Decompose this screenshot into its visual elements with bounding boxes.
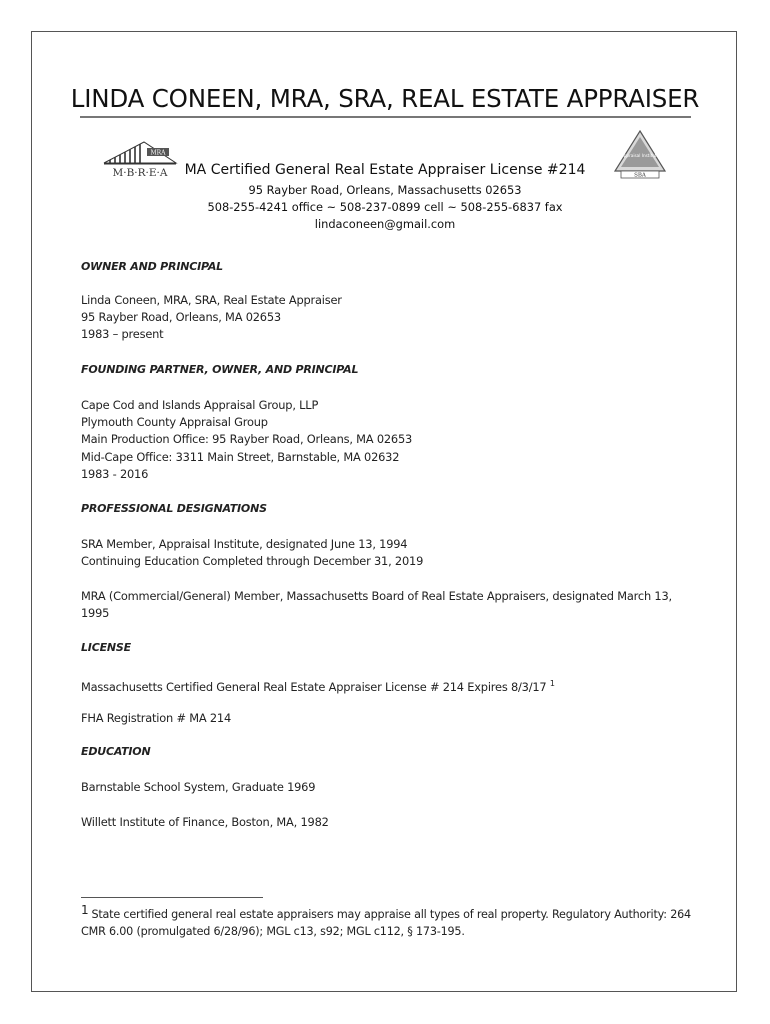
sra-block [81,536,423,570]
designation-line: Continuing Education Completed through December 31, 2019 [81,554,424,569]
founding-line: Main Production Office: 95 Rayber Road, Orleans, MA 02653 [81,432,413,447]
designation-line: 1995 [81,606,110,621]
fha-line: FHA Registration # MA 214 [81,711,231,725]
title-divider [80,116,691,118]
address-line: 95 Rayber Road, Orleans, Massachusetts 02653 [248,183,522,197]
footnote-reference[interactable]: 1 [549,679,555,688]
founding-line: Plymouth County Appraisal Group [81,415,268,430]
education-item: Barnstable School System, Graduate 1969 [81,780,316,794]
footnote-text: State certified general real estate appraisers may appraise all types of real property. Regulatory Authority: 264 CMR 6.00 (promulgated 6/28/96); MGL c13, s92; MGL c112, § 173-195. [81,908,691,938]
mbrea-badge-text: MRA [150,149,166,157]
appraisal-institute-logo-text: Appraisal Institute [620,153,660,158]
founding-line: Mid-Cape Office: 3311 Main Street, Barnstable, MA 02632 [81,449,400,464]
sba-badge-text: SBA [634,172,646,179]
license-line: MA Certified General Real Estate Appraiser License #214 [184,162,586,178]
founding-line: 1983 - 2016 [81,466,149,481]
designation-line: SRA Member, Appraisal Institute, designated June 13, 1994 [81,537,408,551]
founding-line: Cape Cod and Islands Appraisal Group, LLP [81,398,319,412]
phone-line: 508-255-4241 office ~ 508-237-0899 cell ~ 508-255-6837 fax [207,200,563,214]
ma-license-line [81,675,555,696]
footnote-mark: 1 [81,903,89,917]
owner-line: 1983 – present [81,327,164,342]
section-heading-license: LICENSE [81,641,131,654]
designation-line: MRA (Commercial/General) Member, Massachusetts Board of Real Estate Appraisers, designated March 13, [81,589,672,603]
page-title: LINDA CONEEN, MRA, SRA, REAL ESTATE APPRAISER [70,84,700,113]
owner-block [81,292,342,344]
footnote-divider [81,897,263,898]
owner-line: 95 Rayber Road, Orleans, MA 02653 [81,310,281,325]
owner-line: Linda Coneen, MRA, SRA, Real Estate Appraiser [81,293,342,307]
ma-license-text: Massachusetts Certified General Real Estate Appraiser License # 214 Expires 8/3/17 [81,679,547,694]
founding-block [81,397,412,483]
section-heading-founding: FOUNDING PARTNER, OWNER, AND PRINCIPAL [81,363,359,376]
mbrea-logo-text: M·B·R·E·A [112,167,168,179]
education-item: Willett Institute of Finance, Boston, MA, 1982 [81,815,329,829]
email-link[interactable]: lindaconeen@gmail.com [314,217,456,231]
section-heading-designations: PROFESSIONAL DESIGNATIONS [81,502,267,515]
footnote [81,903,691,940]
mra-block [81,588,672,622]
section-heading-owner: OWNER AND PRINCIPAL [81,260,223,273]
section-heading-education: EDUCATION [81,745,151,758]
